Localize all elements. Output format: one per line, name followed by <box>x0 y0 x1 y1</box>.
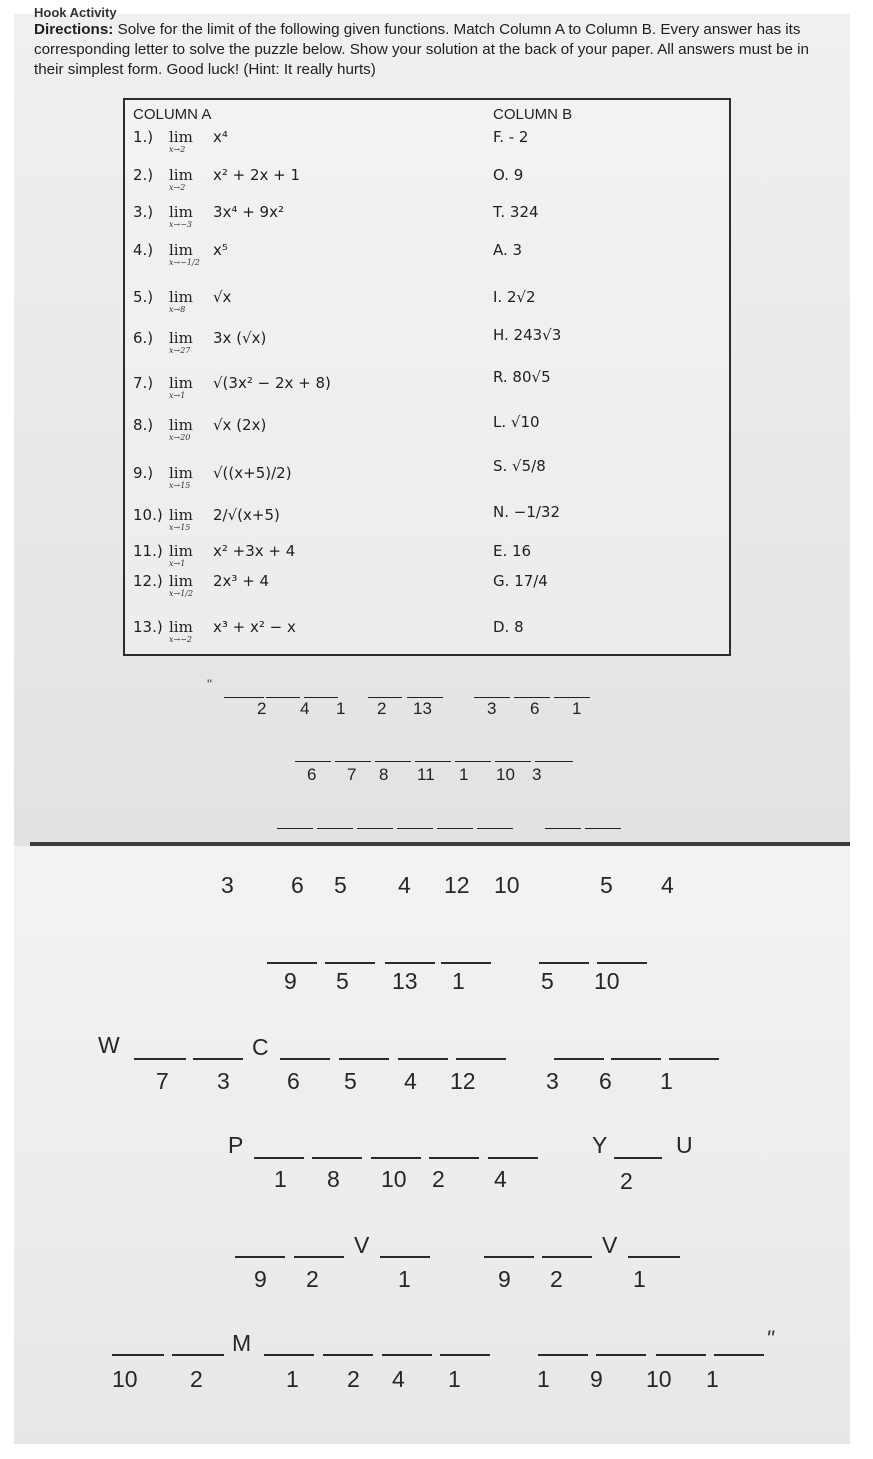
answer-blank <box>264 1354 314 1356</box>
answer-blank <box>304 680 338 698</box>
column-a-item-3: 3.) lim x→−3 3x⁴ + 9x² <box>133 203 284 229</box>
answer-blank <box>266 680 300 698</box>
clue-number: 6 <box>291 872 304 898</box>
column-b-item-2: O. 9 <box>493 166 524 184</box>
answer-blank <box>335 744 371 762</box>
answer-blank <box>488 1157 538 1159</box>
answer-blank <box>317 811 353 829</box>
answer-blank <box>441 962 491 964</box>
clue-number: 2 <box>377 699 387 718</box>
clue-number: 2 <box>306 1266 319 1292</box>
answer-blank <box>484 1256 534 1258</box>
clue-number: 1 <box>459 765 469 784</box>
clue-number: 4 <box>494 1166 507 1192</box>
column-a-item-1: 1.) lim x→2 x⁴ <box>133 128 228 154</box>
clue-number: 3 <box>217 1068 230 1094</box>
clue-number: 1 <box>448 1366 461 1392</box>
directions-paragraph <box>34 20 834 80</box>
clue-number: 5 <box>541 968 554 994</box>
clue-number: 6 <box>599 1068 612 1094</box>
given-letter-w: W <box>98 1032 120 1058</box>
clue-number: 9 <box>254 1266 267 1292</box>
answer-blank <box>407 680 443 698</box>
answer-blank <box>437 811 473 829</box>
answer-blank <box>312 1157 362 1159</box>
clue-number: 1 <box>398 1266 411 1292</box>
given-letter-c: C <box>252 1034 269 1060</box>
clue-number: 6 <box>307 765 317 784</box>
column-b-item-13: D. 8 <box>493 618 524 636</box>
answer-blank <box>545 811 581 829</box>
answer-blank <box>554 1058 604 1060</box>
column-a-item-12: 12.) lim x→1/2 2x³ + 4 <box>133 572 270 598</box>
clue-number: 5 <box>334 872 347 898</box>
answer-blank <box>371 1157 421 1159</box>
column-b-item-10: N. −1/32 <box>493 503 561 521</box>
answer-blank <box>477 811 513 829</box>
directions-text: Solve for the limit of the following given functions. Match Column A to Column B. Every answer has its corresponding letter to solve the puzzle below. Show your solution at the back of your paper. All answers must be in their simplest form. Good luck! (Hint: It really hurts) <box>34 21 809 78</box>
clue-number: 8 <box>379 765 389 784</box>
answer-blank <box>172 1354 224 1356</box>
clue-number: 2 <box>620 1168 633 1194</box>
clue-number: 10 <box>112 1366 138 1392</box>
clue-number: 4 <box>661 872 674 898</box>
clue-number: 13 <box>392 968 418 994</box>
clue-number: 10 <box>494 872 520 898</box>
close-quote: " <box>766 1326 774 1351</box>
answer-blank <box>455 744 491 762</box>
answer-blank <box>597 962 647 964</box>
column-b-item-6: H. 243√3 <box>493 326 562 344</box>
given-letter-v: V <box>354 1232 370 1258</box>
answer-blank <box>714 1354 764 1356</box>
answer-blank <box>325 962 375 964</box>
clue-number: 3 <box>546 1068 559 1094</box>
open-quote-small: " <box>207 676 212 692</box>
clue-number: 2 <box>432 1166 445 1192</box>
answer-blank <box>295 744 331 762</box>
clue-number: 9 <box>284 968 297 994</box>
answer-blank <box>134 1058 186 1060</box>
answer-blank <box>398 1058 448 1060</box>
column-a-item-5: 5.) lim x→8 √x <box>133 288 232 314</box>
column-a-item-4: 4.) lim x→−1/2 x⁵ <box>133 241 228 267</box>
answer-blank <box>294 1256 344 1258</box>
answer-blank <box>429 1157 479 1159</box>
answer-blank <box>397 811 433 829</box>
clue-number: 1 <box>572 699 582 718</box>
clue-number: 1 <box>537 1366 550 1392</box>
clue-number: 6 <box>530 699 540 718</box>
clue-number: 2 <box>190 1366 203 1392</box>
clue-number: 3 <box>532 765 542 784</box>
answer-blank <box>193 1058 243 1060</box>
given-letter-v: V <box>602 1232 618 1258</box>
clue-number: 7 <box>347 765 357 784</box>
answer-blank <box>254 1157 304 1159</box>
clue-number: 2 <box>257 699 267 718</box>
column-a-item-6: 6.) lim x→27 3x (√x) <box>133 329 267 355</box>
column-b-item-1: F. - 2 <box>493 128 529 146</box>
answer-blank <box>415 744 451 762</box>
column-b-item-7: R. 80√5 <box>493 368 551 386</box>
answer-blank <box>495 744 531 762</box>
clue-number: 9 <box>498 1266 511 1292</box>
column-a-item-8: 8.) lim x→20 √x (2x) <box>133 416 267 442</box>
given-letter-m: M <box>232 1330 252 1356</box>
clue-number: 13 <box>413 699 432 718</box>
clue-number: 8 <box>327 1166 340 1192</box>
worksheet-top <box>14 5 850 846</box>
clue-number: 3 <box>487 699 497 718</box>
column-b-header: COLUMN B <box>493 106 573 123</box>
answer-blank <box>535 744 573 762</box>
worksheet-bottom <box>14 846 850 1444</box>
clue-number: 12 <box>450 1068 476 1094</box>
answer-blank <box>323 1354 373 1356</box>
column-a-item-11: 11.) lim x→1 x² +3x + 4 <box>133 542 296 568</box>
directions-label: Directions: <box>34 21 114 38</box>
column-a-item-7: 7.) lim x→1 √(3x² − 2x + 8) <box>133 374 331 400</box>
clue-number: 1 <box>274 1166 287 1192</box>
column-b-item-4: A. 3 <box>493 241 523 259</box>
clue-number: 1 <box>660 1068 673 1094</box>
column-b-item-9: S. √5/8 <box>493 457 546 475</box>
answer-blank <box>554 680 590 698</box>
clue-number: 4 <box>300 699 310 718</box>
given-letter-u: U <box>676 1132 693 1158</box>
clue-number: 2 <box>550 1266 563 1292</box>
clue-number: 1 <box>706 1366 719 1392</box>
answer-blank <box>585 811 621 829</box>
clue-number: 4 <box>404 1068 417 1094</box>
clue-number: 1 <box>452 968 465 994</box>
clue-number: 4 <box>392 1366 405 1392</box>
answer-blank <box>235 1256 285 1258</box>
column-a-item-13: 13.) lim x→−2 x³ + x² − x <box>133 618 296 644</box>
answer-blank <box>611 1058 661 1060</box>
answer-blank <box>385 962 435 964</box>
clue-number: 4 <box>398 872 411 898</box>
answer-blank <box>514 680 550 698</box>
clue-number: 9 <box>590 1366 603 1392</box>
column-a-header: COLUMN A <box>133 106 212 123</box>
answer-blank <box>628 1256 680 1258</box>
answer-blank <box>656 1354 706 1356</box>
column-b-item-8: L. √10 <box>493 413 540 431</box>
clue-number: 6 <box>287 1068 300 1094</box>
answer-blank <box>440 1354 490 1356</box>
answer-blank <box>357 811 393 829</box>
answer-blank <box>596 1354 646 1356</box>
answer-blank <box>456 1058 506 1060</box>
clue-number: 1 <box>336 699 346 718</box>
clue-number: 7 <box>156 1068 169 1094</box>
answer-blank <box>267 962 317 964</box>
answer-blank <box>112 1354 164 1356</box>
answer-blank <box>224 680 264 698</box>
clue-number: 10 <box>646 1366 672 1392</box>
given-letter-y: Y <box>592 1132 608 1158</box>
answer-blank <box>669 1058 719 1060</box>
answer-blank <box>382 1354 432 1356</box>
answer-blank <box>538 1354 588 1356</box>
column-a-item-10: 10.) lim x→15 2/√(x+5) <box>133 506 280 532</box>
clue-number: 10 <box>594 968 620 994</box>
given-letter-p: P <box>228 1132 244 1158</box>
clue-number: 2 <box>347 1366 360 1392</box>
clue-number: 11 <box>417 765 435 784</box>
clue-number: 5 <box>336 968 349 994</box>
column-a-item-9: 9.) lim x→15 √((x+5)/2) <box>133 464 292 490</box>
clue-number: 10 <box>496 765 515 784</box>
answer-blank <box>614 1157 662 1159</box>
clue-number: 5 <box>344 1068 357 1094</box>
answer-blank <box>339 1058 389 1060</box>
clue-number: 10 <box>381 1166 407 1192</box>
answer-blank <box>375 744 411 762</box>
clue-number: 3 <box>221 872 234 898</box>
column-b-item-3: T. 324 <box>493 203 539 221</box>
clue-number: 12 <box>444 872 470 898</box>
answer-blank <box>474 680 510 698</box>
answer-blank <box>280 1058 330 1060</box>
column-b-item-5: I. 2√2 <box>493 288 536 306</box>
answer-blank <box>542 1256 592 1258</box>
activity-heading: Hook Activity <box>34 5 117 20</box>
column-b-item-12: G. 17/4 <box>493 572 548 590</box>
matching-table <box>123 98 731 656</box>
answer-blank <box>368 680 402 698</box>
column-b-item-11: E. 16 <box>493 542 532 560</box>
clue-number: 5 <box>600 872 613 898</box>
clue-number: 1 <box>286 1366 299 1392</box>
column-a-item-2: 2.) lim x→2 x² + 2x + 1 <box>133 166 301 192</box>
answer-blank <box>380 1256 430 1258</box>
clue-number: 1 <box>633 1266 646 1292</box>
answer-blank <box>539 962 589 964</box>
answer-blank <box>277 811 313 829</box>
